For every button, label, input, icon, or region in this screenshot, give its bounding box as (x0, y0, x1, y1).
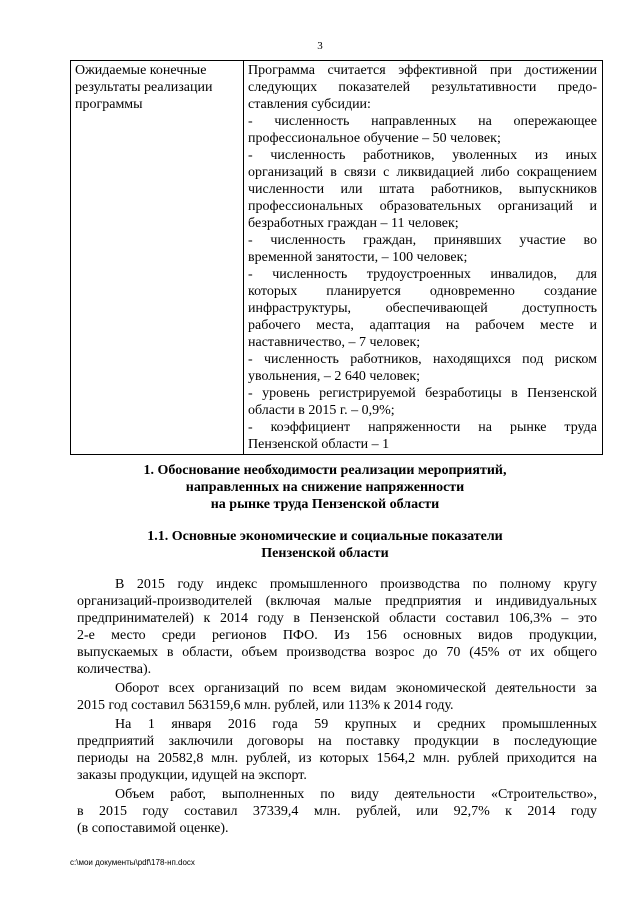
value-line: следующих показателей результативности предо- (248, 80, 597, 95)
value-line: инфраструктуры, обеспечивающей доступность (248, 301, 597, 316)
section-heading-line: 1. Обоснование необходимости реализации мероприятий, (143, 463, 507, 478)
value-line: - коэффициент напряженности на рынке труда (248, 420, 597, 435)
paragraph-line: организаций-производителей (включая малые предприятия и индивидуальных (77, 594, 597, 609)
subsection-heading-line: Пензенской области (261, 546, 389, 561)
paragraph-line: предпринимателей) к 2014 году в Пензенской области составил 106,3% – это (77, 611, 597, 626)
section-heading (95, 462, 555, 513)
paragraph (77, 576, 597, 678)
value-line: которых планируется одновременно создание (248, 284, 597, 299)
paragraph-line: Объем работ, выполненных по виду деятельности «Строительство», (115, 787, 597, 802)
value-line: рабочего места, адаптация на рабочем месте и (248, 318, 597, 333)
paragraph-line: выпускаемых в области, объем производства возрос до 70 (45% от их общего (77, 645, 597, 660)
results-label-cell (71, 61, 244, 455)
value-line: области в 2015 г. – 0,9%; (248, 403, 395, 418)
paragraph-line: (в сопоставимой оценке). (77, 821, 229, 836)
paragraph (77, 786, 597, 837)
value-line: безработных граждан – 11 человек; (248, 216, 459, 231)
section-heading-line: направленных на снижение напряженности (185, 480, 465, 495)
value-line: - численность трудоустроенных инвалидов, для (248, 267, 597, 282)
paragraph-line: Оборот всех организаций по всем видам экономической деятельности за (115, 681, 597, 696)
value-line: численности или штата работников, выпускников (248, 182, 597, 197)
paragraph-line: периоды на 20582,8 млн. рублей, из которых 1564,2 млн. рублей приходится на (77, 751, 597, 766)
label-line: Ожидаемые конечные (75, 63, 207, 78)
value-line: ставления субсидии: (248, 97, 371, 112)
body-text (77, 576, 597, 839)
value-line: - численность работников, находящихся под риском (248, 352, 597, 367)
value-line: Программа считается эффективной при достижении (248, 63, 597, 78)
value-line: организаций в связи с ликвидацией либо сокращением (248, 165, 597, 180)
table-row (71, 61, 603, 455)
paragraph-line: в 2015 году составил 37339,4 млн. рублей, или 92,7% к 2014 году (77, 804, 597, 819)
value-line: увольнения, – 2 640 человек; (248, 369, 421, 384)
value-line: - численность направленных на опережающее (248, 114, 597, 129)
paragraph-line: На 1 января 2016 года 59 крупных и средних промышленных (115, 717, 597, 732)
subsection-heading-line: 1.1. Основные экономические и социальные показатели (147, 529, 503, 544)
value-line: - численность граждан, принявших участие во (248, 233, 597, 248)
label-line: результаты реализации (75, 80, 213, 95)
label-line: программы (75, 97, 143, 112)
paragraph-line: заказы продукции, идущей на экспорт. (77, 768, 307, 783)
value-line: профессиональных образовательных организаций и (248, 199, 597, 214)
paragraph-line: В 2015 году индекс промышленного производства по полному кругу (115, 577, 597, 592)
file-path-footer: c:\мои документы\pdf\178-нп.docx (70, 858, 195, 867)
paragraph-line: предприятий заключили договоры на поставку продукции в последующие (77, 734, 597, 749)
results-value-cell (244, 61, 603, 455)
paragraph-line: 2-е место среди регионов ПФО. Из 156 основных видов продукции, (77, 628, 597, 643)
paragraph (77, 716, 597, 784)
paragraph-line: количества). (77, 662, 152, 677)
results-table (70, 60, 603, 455)
paragraph-line: 2015 год составил 563159,6 млн. рублей, или 113% к 2014 году. (77, 698, 454, 713)
value-line: профессиональное обучение – 50 человек; (248, 131, 501, 146)
section-heading-line: на рынке труда Пензенской области (210, 497, 440, 512)
value-line: - уровень регистрируемой безработицы в Пензенской (248, 386, 597, 401)
subsection-heading (95, 528, 555, 562)
paragraph (77, 680, 597, 714)
value-line: - численность работников, уволенных из иных (248, 148, 597, 163)
value-line: временной занятости, – 100 человек; (248, 250, 468, 265)
value-line: Пензенской области – 1 (248, 437, 390, 452)
value-line: наставничество, – 7 человек; (248, 335, 421, 350)
page-number: 3 (317, 40, 323, 52)
